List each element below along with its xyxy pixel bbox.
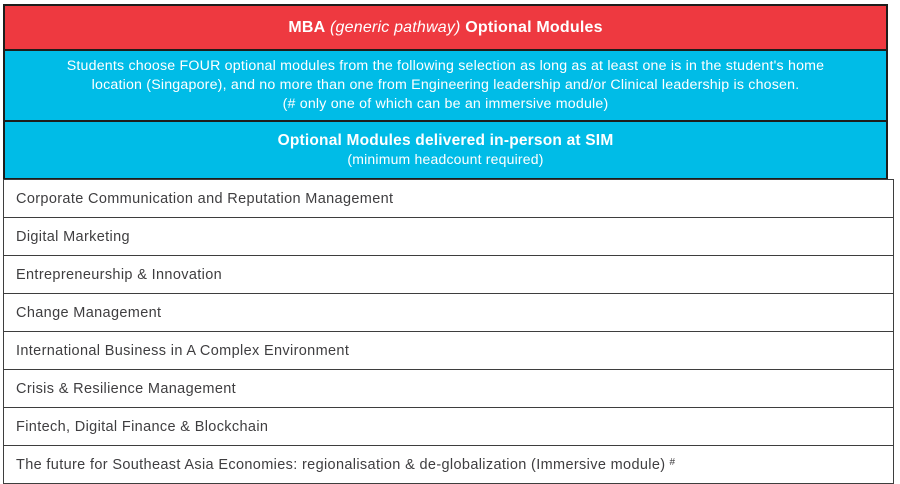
module-title: Fintech, Digital Finance & Blockchain xyxy=(16,418,269,435)
module-title: Entrepreneurship & Innovation xyxy=(16,266,223,283)
table-title-row xyxy=(3,4,888,51)
module-title: Crisis & Resilience Management xyxy=(16,380,237,397)
module-row: The future for Southeast Asia Economies: regionalisation & de-globalization (Immersive module) # xyxy=(3,445,894,484)
title-pathway: (generic pathway) xyxy=(330,18,461,36)
rules-line: location (Singapore), and no more than one from Engineering leadership and/or Clinical leadership is chosen. xyxy=(91,77,800,93)
title-suffix: Optional Modules xyxy=(465,18,603,36)
module-row xyxy=(3,255,894,294)
module-row xyxy=(3,407,894,446)
module-row xyxy=(3,331,894,370)
module-title: The future for Southeast Asia Economies: regionalisation & de-globalization (Immersive module) xyxy=(16,456,666,473)
module-row xyxy=(3,369,894,408)
rules-line: Students choose FOUR optional modules from the following selection as long as at least one is in the student's home xyxy=(66,58,825,74)
rules-line: (# only one of which can be an immersive module) xyxy=(282,96,609,112)
module-title: Corporate Communication and Reputation Management xyxy=(16,190,394,207)
module-title: International Business in A Complex Environment xyxy=(16,342,350,359)
module-title: Change Management xyxy=(16,304,162,321)
section-header-row xyxy=(3,120,888,180)
selection-rules-row xyxy=(3,49,888,122)
section-note: (minimum headcount required) xyxy=(347,151,544,167)
title-program: MBA xyxy=(288,18,326,36)
section-title: Optional Modules delivered in-person at SIM xyxy=(277,132,614,149)
module-title: Digital Marketing xyxy=(16,228,130,245)
module-row xyxy=(3,293,894,332)
table-header-block xyxy=(3,4,888,180)
module-row xyxy=(3,217,894,256)
module-row xyxy=(3,179,894,218)
module-list xyxy=(3,179,894,484)
